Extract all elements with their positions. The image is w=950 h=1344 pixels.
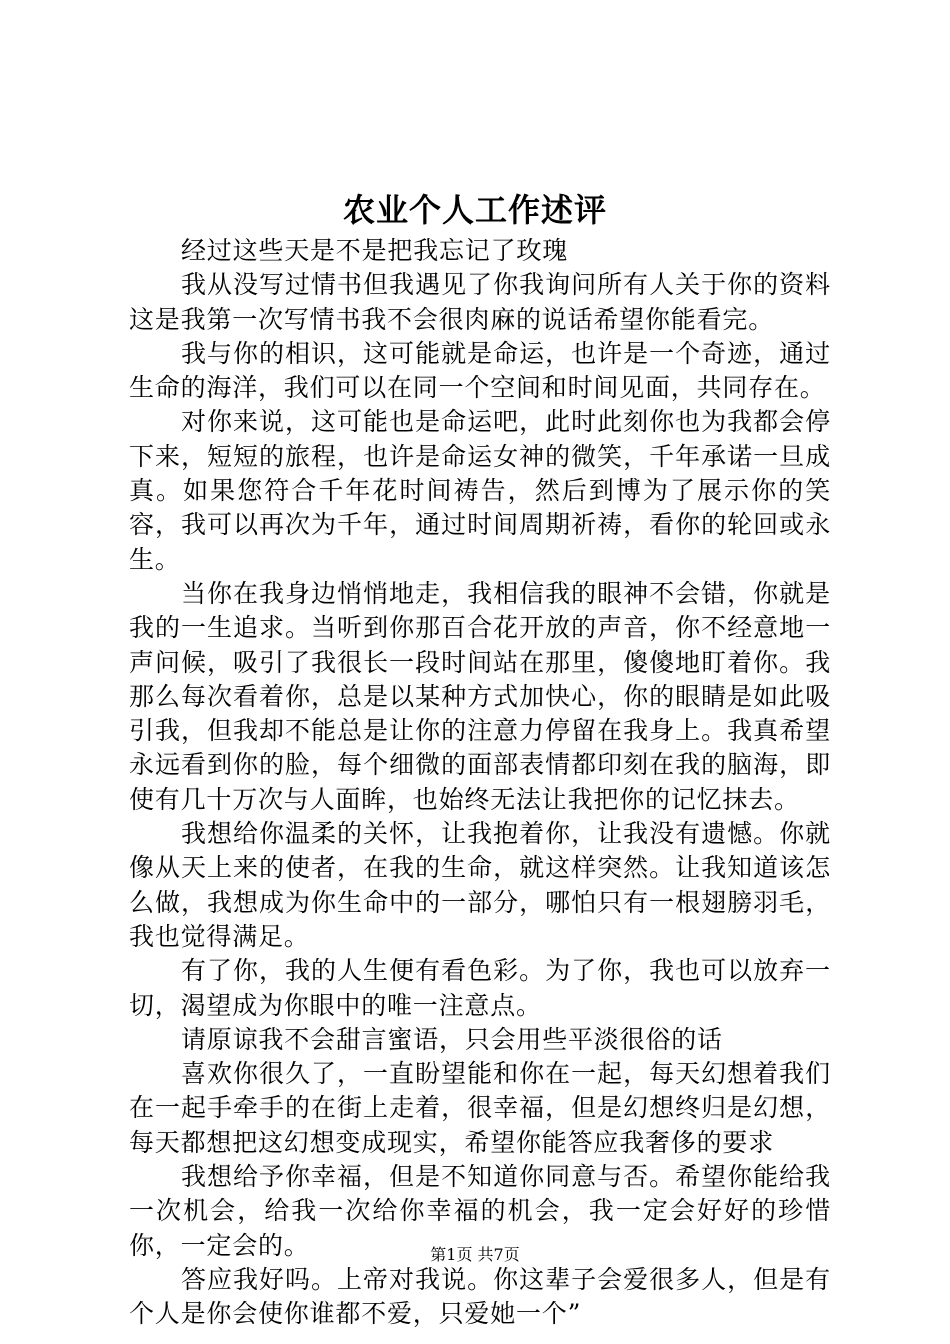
- paragraph: 我想给予你幸福，但是不知道你同意与否。希望你能给我一次机会，给我一次给你幸福的机会，我一定会好好的珍惜你，一定会的。: [129, 1162, 831, 1260]
- paragraph: 喜欢你很久了，一直盼望能和你在一起，每天幻想着我们在一起手牵手的在街上走着，很幸福，但是幻想终归是幻想，每天都想把这幻想变成现实，希望你能答应我奢侈的要求: [129, 1059, 831, 1157]
- paragraph: 经过这些天是不是把我忘记了玫瑰: [181, 236, 569, 265]
- page-number-footer: 第1页 共7页: [430, 1245, 520, 1264]
- paragraph: 对你来说，这可能也是命运吧，此时此刻你也为我都会停下来，短短的旅程，也许是命运女神的微笑，千年承诺一旦成真。如果您符合千年花时间祷告，然后到博为了展示你的笑容，我可以再次为千年，通过时间周期祈祷，看你的轮回或永生。: [129, 407, 831, 574]
- paragraph: 答应我好吗。上帝对我说。你这辈子会爱很多人，但是有个人是你会使你谁都不爱，只爱她一个”: [129, 1264, 831, 1329]
- paragraph: 有了你，我的人生便有看色彩。为了你，我也可以放弃一切，渴望成为你眼中的唯一注意点。: [129, 956, 831, 1020]
- document-body: [129, 234, 831, 1332]
- paragraph: 我与你的相识，这可能就是命运，也许是一个奇迹，通过生命的海洋，我们可以在同一个空间和时间见面，共同存在。: [129, 338, 831, 403]
- document-title: 农业个人工作述评: [342, 191, 607, 229]
- paragraph: 当你在我身边悄悄地走，我相信我的眼神不会错，你就是我的一生追求。当听到你那百合花开放的声音，你不经意地一声问候，吸引了我很长一段时间站在那里，傻傻地盯着你。我那么每次看着你，总是以某种方式加快心，你的眼睛是如此吸引我，但我却不能总是让你的注意力停留在我身上。我真希望永远看到你的脸，每个细微的面部表情都印刻在我的脑海，即使有几十万次与人面眸，也始终无法让我把你的记忆抹去。: [129, 578, 831, 814]
- paragraph: 我想给你温柔的关怀，让我抱着你，让我没有遗憾。你就像从天上来的使者，在我的生命，就这样突然。让我知道该怎么做，我想成为你生命中的一部分，哪怕只有一根翅膀羽毛，我也觉得满足。: [129, 819, 831, 951]
- paragraph: 请原谅我不会甜言蜜语，只会用些平淡很俗的话: [181, 1024, 723, 1054]
- paragraph: 我从没写过情书但我遇见了你我询问所有人关于你的资料这是我第一次写情书我不会很肉麻的说话希望你能看完。: [129, 270, 831, 334]
